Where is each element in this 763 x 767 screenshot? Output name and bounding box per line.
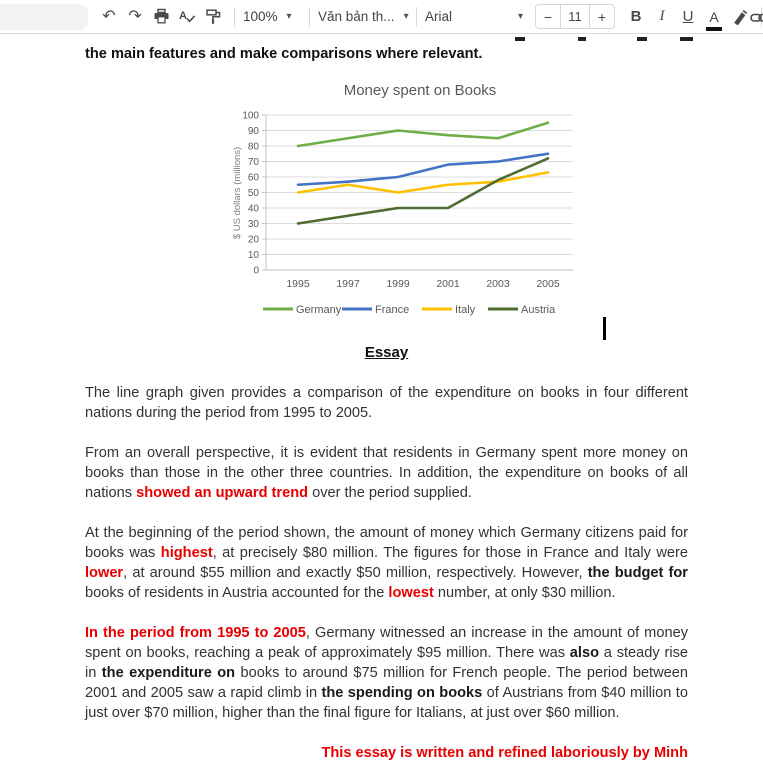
svg-text:10: 10 [247, 250, 259, 261]
toolbar-divider [309, 7, 310, 27]
increase-font-size-button[interactable]: + [590, 5, 614, 28]
svg-text:A: A [179, 10, 187, 22]
text-color-button[interactable] [703, 4, 725, 30]
spellcheck-button[interactable] [176, 4, 198, 30]
svg-text:60: 60 [247, 172, 259, 184]
svg-text:80: 80 [247, 141, 259, 153]
emphasis-run: highest [160, 545, 213, 561]
svg-text:40: 40 [247, 203, 259, 215]
essay-credit[interactable]: This essay is written and refined laboriously by Minh [321, 745, 688, 761]
redo-icon: ↷ [128, 7, 142, 25]
essay-paragraph[interactable] [85, 443, 688, 503]
underline-button[interactable] [677, 4, 699, 30]
svg-text:1999: 1999 [386, 278, 410, 290]
emphasis-run: the expenditure on [101, 665, 236, 681]
essay-body [85, 383, 688, 723]
emphasis-run: lowest [388, 585, 434, 601]
legend-label: Austria [521, 304, 556, 316]
collapsed-menu-pill[interactable] [0, 4, 88, 30]
svg-text:70: 70 [247, 157, 259, 168]
font-family-select[interactable] [425, 4, 523, 30]
italic-button[interactable] [651, 4, 673, 30]
zoom-select[interactable] [243, 4, 301, 30]
svg-text:30: 30 [247, 219, 259, 230]
print-button[interactable] [150, 4, 172, 30]
text-run: number, at only $30 million. [433, 585, 616, 601]
emphasis-run: lower [85, 565, 124, 581]
emphasis-run: In the period from 1995 to 2005 [85, 625, 306, 641]
svg-text:1995: 1995 [286, 278, 310, 290]
svg-text:0: 0 [253, 265, 259, 277]
bold-button[interactable] [625, 4, 647, 30]
toolbar-divider [416, 7, 417, 27]
undo-button[interactable] [98, 4, 120, 30]
svg-text:90: 90 [247, 126, 259, 137]
format-buttons [623, 4, 763, 30]
toolbar [0, 0, 763, 34]
chart-image[interactable] [85, 73, 688, 343]
text-run: , Germany witnessed an increase in the amount of money spent on books, reaching a peak of approximately $95 million. There was [85, 625, 688, 661]
font-size-group [535, 4, 615, 29]
emphasis-run: the spending on books [321, 685, 483, 701]
prompt-line[interactable]: the main features and make comparisons where relevant. [85, 46, 483, 62]
chart-title: Money spent on Books [343, 82, 497, 99]
essay-paragraph[interactable] [85, 383, 688, 423]
text-cursor [603, 317, 606, 340]
legend-label: France [375, 304, 410, 316]
text-run: The line graph given provides a comparison of the expenditure on books in four different nations during the period from 1995 to 2005. [85, 385, 688, 421]
decrease-font-size-button[interactable]: − [536, 5, 560, 28]
document-page[interactable] [0, 34, 763, 766]
chevron-down-icon: ▾ [517, 11, 523, 22]
series-line-austria [298, 158, 548, 223]
series-line-germany [298, 123, 548, 146]
legend-label: Germany [296, 304, 342, 316]
paragraph-style-select[interactable] [318, 4, 408, 30]
undo-icon: ↶ [102, 7, 116, 25]
underline-icon: U [682, 8, 694, 25]
essay-paragraph[interactable] [85, 623, 688, 723]
legend-label: Italy [455, 304, 476, 316]
essay-heading[interactable] [85, 343, 688, 363]
text-run: From an overall perspective, it is evident that residents in Germany spent more money on books than those in the other three countries. In addition, the expenditure on books of all nations [85, 445, 688, 501]
line-chart [230, 73, 606, 323]
emphasis-run: the budget for [587, 565, 688, 581]
svg-text:1997: 1997 [336, 278, 360, 290]
text-run: , at precisely $80 million. The figures for those in France and Italy were [212, 545, 688, 561]
bold-icon: B [630, 8, 642, 25]
text-run: over the period supplied. [308, 485, 472, 501]
svg-text:50: 50 [247, 188, 259, 199]
font-size-value[interactable]: 11 [560, 5, 590, 28]
svg-text:100: 100 [242, 110, 259, 122]
insert-link-button[interactable] [749, 4, 763, 30]
link-icon [750, 9, 763, 26]
svg-text:20: 20 [247, 234, 259, 246]
text-run: a steady rise in [85, 645, 689, 681]
text-color-icon: A [709, 8, 719, 25]
text-run: At the beginning of the period shown, the amount of money which Germany citizens paid for books was [85, 525, 688, 561]
svg-text:2005: 2005 [536, 278, 560, 290]
svg-text:2003: 2003 [486, 278, 510, 290]
spellcheck-icon [178, 8, 196, 25]
chevron-down-icon: ▾ [403, 11, 409, 22]
emphasis-run: also [569, 645, 599, 661]
text-run: books to around $75 million for French people. The period between 2001 and 2005 saw a rapid climb in [85, 665, 689, 701]
zoom-value: 100% [243, 9, 278, 24]
highlight-color-button[interactable] [729, 4, 751, 30]
toolbar-divider [234, 7, 235, 27]
redo-button[interactable] [124, 4, 146, 30]
font-family-value: Arial [425, 9, 453, 24]
essay-paragraph[interactable] [85, 523, 688, 603]
paint-format-button[interactable] [202, 4, 224, 30]
italic-icon: I [659, 8, 665, 24]
essay-heading-text: Essay [364, 344, 409, 361]
chevron-down-icon: ▾ [286, 11, 292, 22]
clipped-line-fragment [85, 36, 688, 45]
text-run: books of residents in Austria accounted for the [85, 585, 389, 601]
text-run: , at around $55 million and exactly $50 million, respectively. However, [123, 565, 588, 581]
y-axis-label: $ US dollars (millions) [232, 146, 243, 240]
highlight-pen-icon [732, 9, 748, 25]
paint-roller-icon [205, 8, 222, 25]
emphasis-run: showed an upward trend [136, 485, 309, 501]
print-icon [153, 8, 170, 25]
svg-text:2001: 2001 [436, 278, 460, 290]
paragraph-style-value: Văn bản th... [318, 9, 395, 24]
text-run: of Austrians from $40 million to just over $70 million, higher than the final figure for Italians, at just over $60 million. [85, 685, 688, 721]
